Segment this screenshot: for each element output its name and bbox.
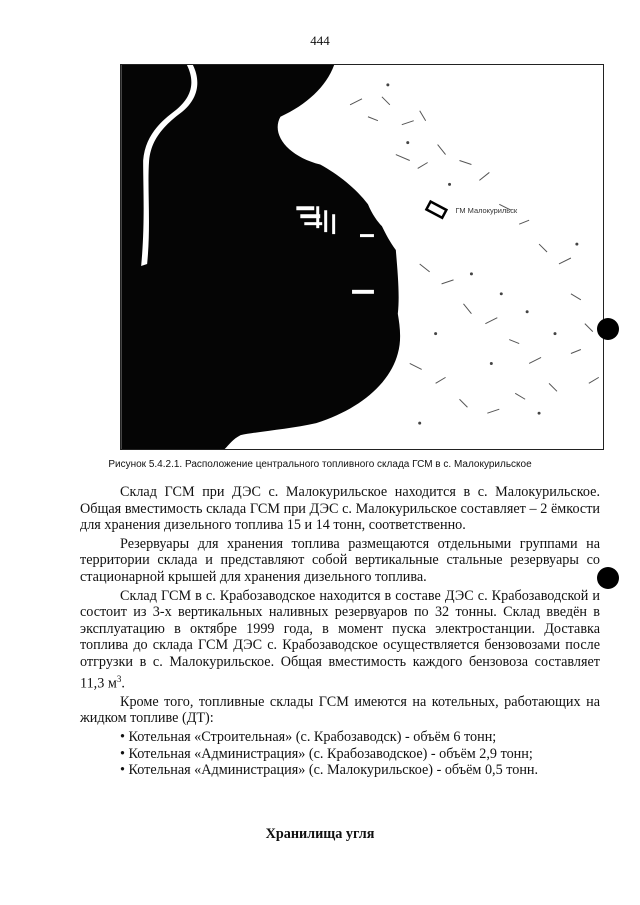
list-item: • Котельная «Администрация» (с. Крабозаводское) - объём 2,9 тонн;: [120, 745, 533, 762]
body-text: [80, 484, 600, 779]
terrain-dots: [386, 83, 578, 424]
boiler-list: [80, 729, 600, 779]
binder-hole: [597, 567, 619, 589]
bay-map: [121, 65, 603, 449]
volume-superscript: 3: [116, 673, 122, 684]
paragraph-4: Кроме того, топливные склады ГСМ имеются на котельных, работающих на жидком топливе (ДТ):: [80, 693, 600, 727]
list-item: • Котельная «Администрация» (с. Малокурильское) - объём 0,5 тонн.: [120, 762, 539, 779]
paragraph-2: Резервуары для хранения топлива размещаются отдельными группами на территории склада и представляют собой вертикальные стальные резервуары со стационарной крышей для хранения дизельного топлива.: [80, 535, 600, 585]
map-figure: [120, 64, 604, 450]
paragraph-3-text: Склад ГСМ в с. Крабозаводское находится в составе ДЭС с. Крабозаводской и состоит из 3-х вертикальных наливных резервуаров по 32 тонны. Склад введён в эксплуатацию в октябре 1999 года, в момент пуска электростанции. Доставка топлива до склада ГСМ ДЭС с. Крабозаводское осуществляется бензовозами после отгрузки в с. Малокурильское. Общая вместимость каждого бензовоза составляет 11,3 м: [80, 587, 600, 692]
section-heading: Хранилища угля: [265, 826, 375, 842]
volume-end: .: [121, 675, 125, 692]
depot-marker: [426, 202, 446, 218]
figure-caption: Рисунок 5.4.2.1. Расположение центрального топливного склада ГСМ в с. Малокурильское: [108, 459, 532, 470]
paragraph-3: [80, 588, 600, 692]
paragraph-1: Склад ГСМ при ДЭС с. Малокурильское находится в с. Малокурильское. Общая вместимость склада ГСМ при ДЭС с. Малокурильское составляет – 2 ёмкости для хранения дизельного топлива 15 и 14 тонн, соответственно.: [80, 484, 600, 534]
binder-hole: [597, 318, 619, 340]
page-number: 444: [310, 33, 330, 48]
map-label: ГМ Малокурильск: [455, 206, 518, 216]
list-item: • Котельная «Строительная» (с. Крабозаводск) - объём 6 тонн;: [120, 729, 497, 746]
